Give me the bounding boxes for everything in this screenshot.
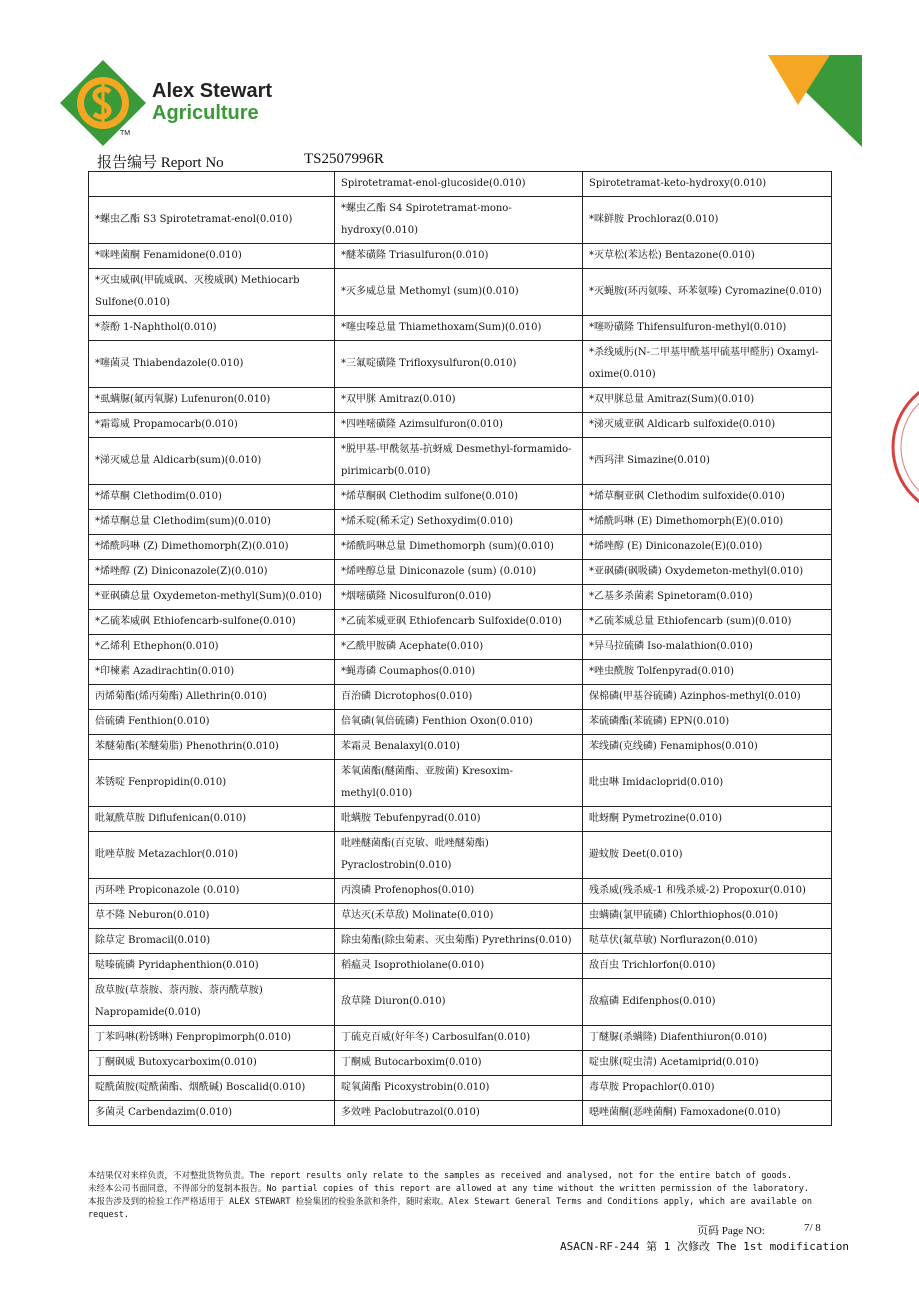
table-row bbox=[89, 610, 832, 635]
table-row bbox=[89, 954, 832, 979]
table-cell: *烯草酮亚砜 Clethodim sulfoxide(0.010) bbox=[583, 485, 832, 510]
brand-subtitle: Agriculture bbox=[152, 102, 259, 124]
table-cell: 毒草胺 Propachlor(0.010) bbox=[583, 1076, 832, 1101]
table-cell: *烟嘧磺隆 Nicosulfuron(0.010) bbox=[335, 585, 583, 610]
table-row bbox=[89, 535, 832, 560]
corner-decoration-icon bbox=[768, 55, 862, 147]
table-row bbox=[89, 172, 832, 197]
table-cell: *涕灭威总量 Aldicarb(sum)(0.010) bbox=[89, 438, 335, 485]
table-cell: *烯草酮砜 Clethodim sulfone(0.010) bbox=[335, 485, 583, 510]
table-cell: *萘酚 1-Naphthol(0.010) bbox=[89, 316, 335, 341]
table-cell: 丁硫克百威(好年冬) Carbosulfan(0.010) bbox=[335, 1026, 583, 1051]
table-row bbox=[89, 807, 832, 832]
disclaimer-line: 本结果仅对来样负责，不对整批货物负责。The report results only relate to the samples as received and analysed, not for the entire batch of goods. bbox=[88, 1171, 792, 1181]
table-row bbox=[89, 388, 832, 413]
table-cell: *噻吩磺隆 Thifensulfuron-methyl(0.010) bbox=[583, 316, 832, 341]
table-cell: 苯线磷(克线磷) Fenamiphos(0.010) bbox=[583, 735, 832, 760]
footer-disclaimer bbox=[88, 1170, 838, 1222]
table-cell: 苯硫磷酯(苯硫磷) EPN(0.010) bbox=[583, 710, 832, 735]
table-cell: 吡螨胺 Tebufenpyrad(0.010) bbox=[335, 807, 583, 832]
table-cell: *乙酰甲胺磷 Acephate(0.010) bbox=[335, 635, 583, 660]
table-cell: 稻瘟灵 Isoprothiolane(0.010) bbox=[335, 954, 583, 979]
table-row bbox=[89, 438, 832, 485]
table-cell: *西玛津 Simazine(0.010) bbox=[583, 438, 832, 485]
table-cell: 倍硫磷 Fenthion(0.010) bbox=[89, 710, 335, 735]
table-cell: *印楝素 Azadirachtin(0.010) bbox=[89, 660, 335, 685]
table-row bbox=[89, 710, 832, 735]
table-cell: 倍氧磷(氧倍硫磷) Fenthion Oxon(0.010) bbox=[335, 710, 583, 735]
table-cell: 苯醚菊酯(苯醚菊脂) Phenothrin(0.010) bbox=[89, 735, 335, 760]
table-cell: *烯唑醇 (E) Diniconazole(E)(0.010) bbox=[583, 535, 832, 560]
table-row bbox=[89, 1051, 832, 1076]
table-cell: *乙硫苯威亚砜 Ethiofencarb Sulfoxide(0.010) bbox=[335, 610, 583, 635]
table-cell: *双甲脒总量 Amitraz(Sum)(0.010) bbox=[583, 388, 832, 413]
table-cell: 苯霜灵 Benalaxyl(0.010) bbox=[335, 735, 583, 760]
table-cell: *灭虫威砜(甲硫威砜、灭梭威砜) Methiocarb Sulfone(0.010) bbox=[89, 269, 335, 316]
table-row bbox=[89, 929, 832, 954]
table-cell: *烯酰吗啉 (E) Dimethomorph(E)(0.010) bbox=[583, 510, 832, 535]
table-cell: *霜霉威 Propamocarb(0.010) bbox=[89, 413, 335, 438]
table-cell: 敌草胺(草萘胺、萘丙胺、萘丙酰草胺) Napropamide(0.010) bbox=[89, 979, 335, 1026]
table-row bbox=[89, 660, 832, 685]
analyte-table bbox=[88, 171, 832, 1126]
table-cell: *灭蝇胺(环丙氨嗪、环苯氨嗪) Cyromazine(0.010) bbox=[583, 269, 832, 316]
table-cell: Spirotetramat-enol-glucoside(0.010) bbox=[335, 172, 583, 197]
table-cell: 丁醚脲(杀螨隆) Diafenthiuron(0.010) bbox=[583, 1026, 832, 1051]
table-cell: 苯氧菌酯(醚菌酯、亚胺菌) Kresoxim-methyl(0.010) bbox=[335, 760, 583, 807]
page-number-label: 页码 Page NO: bbox=[697, 1225, 765, 1237]
page-number-value: 7/ 8 bbox=[804, 1222, 821, 1234]
table-cell: 敌百虫 Trichlorfon(0.010) bbox=[583, 954, 832, 979]
table-cell: 哒嗪硫磷 Pyridaphenthion(0.010) bbox=[89, 954, 335, 979]
table-row bbox=[89, 832, 832, 879]
table-row bbox=[89, 760, 832, 807]
table-cell: 啶虫脒(啶虫清) Acetamiprid(0.010) bbox=[583, 1051, 832, 1076]
table-cell: *蝇毒磷 Coumaphos(0.010) bbox=[335, 660, 583, 685]
table-cell: 啶酰菌胺(啶酰菌酯、烟酰碱) Boscalid(0.010) bbox=[89, 1076, 335, 1101]
table-cell: 丁酮威 Butocarboxim(0.010) bbox=[335, 1051, 583, 1076]
form-number: ASACN-RF-244 第 1 次修改 The 1st modification bbox=[560, 1240, 850, 1253]
brand-name: Alex Stewart bbox=[152, 80, 273, 102]
table-cell: 丁苯吗啉(粉锈啉) Fenpropimorph(0.010) bbox=[89, 1026, 335, 1051]
table-row bbox=[89, 879, 832, 904]
table-cell: *唑虫酰胺 Tolfenpyrad(0.010) bbox=[583, 660, 832, 685]
table-cell: *乙烯利 Ethephon(0.010) bbox=[89, 635, 335, 660]
report-no-value: TS2507996R bbox=[304, 151, 385, 167]
disclaimer-line: 未经本公司书面同意，不得部分的复制本报告。No partial copies of this report are allowed at any time without the written permission of the laboratory. bbox=[88, 1184, 809, 1194]
table-cell: 除虫菊酯(除虫菊素、灭虫菊酯) Pyrethrins(0.010) bbox=[335, 929, 583, 954]
table-cell: *烯唑醇 (Z) Diniconazole(Z)(0.010) bbox=[89, 560, 335, 585]
table-cell: *亚砜磷(砜吸磷) Oxydemeton-methyl(0.010) bbox=[583, 560, 832, 585]
table-cell: 吡唑草胺 Metazachlor(0.010) bbox=[89, 832, 335, 879]
table-cell: *烯唑醇总量 Diniconazole (sum) (0.010) bbox=[335, 560, 583, 585]
table-cell: 吡氟酰草胺 Diflufenican(0.010) bbox=[89, 807, 335, 832]
official-seal-icon bbox=[888, 372, 919, 522]
disclaimer-line: 本报告涉及到的检验工作严格适用于 ALEX STEWART 检验集团的检验条款和条件，随时索取。Alex Stewart General Terms and Conditions apply, which are available on request. bbox=[88, 1197, 812, 1220]
table-cell: 除草定 Bromacil(0.010) bbox=[89, 929, 335, 954]
table-row bbox=[89, 341, 832, 388]
trademark: TM bbox=[120, 130, 131, 137]
table-cell: *螺虫乙酯 S3 Spirotetramat-enol(0.010) bbox=[89, 197, 335, 244]
table-row bbox=[89, 197, 832, 244]
table-row bbox=[89, 1101, 832, 1126]
table-cell: *乙基多杀菌素 Spinetoram(0.010) bbox=[583, 585, 832, 610]
table-cell: *亚砜磷总量 Oxydemeton-methyl(Sum)(0.010) bbox=[89, 585, 335, 610]
table-cell: *异马拉硫磷 Iso-malathion(0.010) bbox=[583, 635, 832, 660]
table-cell: *三氟啶磺隆 Trifloxysulfuron(0.010) bbox=[335, 341, 583, 388]
table-cell: 残杀威(残杀威-1 和残杀威-2) Propoxur(0.010) bbox=[583, 879, 832, 904]
table-row bbox=[89, 316, 832, 341]
table-row bbox=[89, 585, 832, 610]
table-row bbox=[89, 979, 832, 1026]
table-cell: Spirotetramat-keto-hydroxy(0.010) bbox=[583, 172, 832, 197]
table-cell: *虱螨脲(氟丙氧脲) Lufenuron(0.010) bbox=[89, 388, 335, 413]
table-cell: 草不隆 Neburon(0.010) bbox=[89, 904, 335, 929]
table-cell: 敌瘟磷 Edifenphos(0.010) bbox=[583, 979, 832, 1026]
table-cell: *烯酰吗啉总量 Dimethomorph (sum)(0.010) bbox=[335, 535, 583, 560]
table-cell: *噻菌灵 Thiabendazole(0.010) bbox=[89, 341, 335, 388]
table-cell: *乙硫苯威砜 Ethiofencarb-sulfone(0.010) bbox=[89, 610, 335, 635]
table-row bbox=[89, 1076, 832, 1101]
table-cell bbox=[89, 172, 335, 197]
report-no-label: 报告编号 Report No bbox=[97, 155, 224, 171]
table-cell: *涕灭威亚砜 Aldicarb sulfoxide(0.010) bbox=[583, 413, 832, 438]
table-row bbox=[89, 485, 832, 510]
table-cell: 吡虫啉 Imidacloprid(0.010) bbox=[583, 760, 832, 807]
table-cell: 吡蚜酮 Pymetrozine(0.010) bbox=[583, 807, 832, 832]
table-cell: 啶氧菌酯 Picoxystrobin(0.010) bbox=[335, 1076, 583, 1101]
table-cell: *螺虫乙酯 S4 Spirotetramat-mono-hydroxy(0.010) bbox=[335, 197, 583, 244]
table-cell: 避蚊胺 Deet(0.010) bbox=[583, 832, 832, 879]
table-cell: *杀线威肟(N-二甲基甲酰基甲硫基甲醛肟) Oxamyl-oxime(0.010) bbox=[583, 341, 832, 388]
table-row bbox=[89, 1026, 832, 1051]
table-cell: 保棉磷(甲基谷硫磷) Azinphos-methyl(0.010) bbox=[583, 685, 832, 710]
table-cell: 丙环唑 Propiconazole (0.010) bbox=[89, 879, 335, 904]
table-cell: *咪鲜胺 Prochloraz(0.010) bbox=[583, 197, 832, 244]
table-cell: 丙烯菊酯(烯丙菊酯) Allethrin(0.010) bbox=[89, 685, 335, 710]
table-cell: *灭草松(苯达松) Bentazone(0.010) bbox=[583, 244, 832, 269]
table-cell: 多菌灵 Carbendazim(0.010) bbox=[89, 1101, 335, 1126]
table-cell: *烯酰吗啉 (Z) Dimethomorph(Z)(0.010) bbox=[89, 535, 335, 560]
table-row bbox=[89, 510, 832, 535]
table-row bbox=[89, 635, 832, 660]
table-cell: 丁酮砜威 Butoxycarboxim(0.010) bbox=[89, 1051, 335, 1076]
table-cell: 多效唑 Paclobutrazol(0.010) bbox=[335, 1101, 583, 1126]
table-cell: 虫螨磷(氯甲硫磷) Chlorthiophos(0.010) bbox=[583, 904, 832, 929]
table-cell: *乙硫苯威总量 Ethiofencarb (sum)(0.010) bbox=[583, 610, 832, 635]
table-cell: *双甲脒 Amitraz(0.010) bbox=[335, 388, 583, 413]
table-cell: *灭多威总量 Methomyl (sum)(0.010) bbox=[335, 269, 583, 316]
table-cell: *咪唑菌酮 Fenamidone(0.010) bbox=[89, 244, 335, 269]
table-cell: *噻虫嗪总量 Thiamethoxam(Sum)(0.010) bbox=[335, 316, 583, 341]
table-row bbox=[89, 413, 832, 438]
table-cell: *醚苯磺隆 Triasulfuron(0.010) bbox=[335, 244, 583, 269]
table-cell: *烯草酮总量 Clethodim(sum)(0.010) bbox=[89, 510, 335, 535]
table-cell: 吡唑醚菌酯(百克敏、吡唑醚菊酯) Pyraclostrobin(0.010) bbox=[335, 832, 583, 879]
table-row bbox=[89, 685, 832, 710]
table-row bbox=[89, 735, 832, 760]
table-cell: 草达灭(禾草敌) Molinate(0.010) bbox=[335, 904, 583, 929]
table-cell: 噁唑菌酮(恶唑菌酮) Famoxadone(0.010) bbox=[583, 1101, 832, 1126]
table-cell: *烯草酮 Clethodim(0.010) bbox=[89, 485, 335, 510]
table-cell: *烯禾啶(稀禾定) Sethoxydim(0.010) bbox=[335, 510, 583, 535]
table-cell: 百治磷 Dicrotophos(0.010) bbox=[335, 685, 583, 710]
table-row bbox=[89, 244, 832, 269]
table-cell: 哒草伏(氟草敏) Norflurazon(0.010) bbox=[583, 929, 832, 954]
table-cell: *脱甲基-甲酰氨基-抗蚜威 Desmethyl-formamido-pirimicarb(0.010) bbox=[335, 438, 583, 485]
table-cell: *四唑嘧磺隆 Azimsulfuron(0.010) bbox=[335, 413, 583, 438]
table-row bbox=[89, 269, 832, 316]
table-row bbox=[89, 560, 832, 585]
table-row bbox=[89, 904, 832, 929]
table-cell: 敌草隆 Diuron(0.010) bbox=[335, 979, 583, 1026]
alex-stewart-logo-icon bbox=[58, 58, 148, 148]
table-cell: 丙溴磷 Profenophos(0.010) bbox=[335, 879, 583, 904]
table-cell: 苯锈啶 Fenpropidin(0.010) bbox=[89, 760, 335, 807]
